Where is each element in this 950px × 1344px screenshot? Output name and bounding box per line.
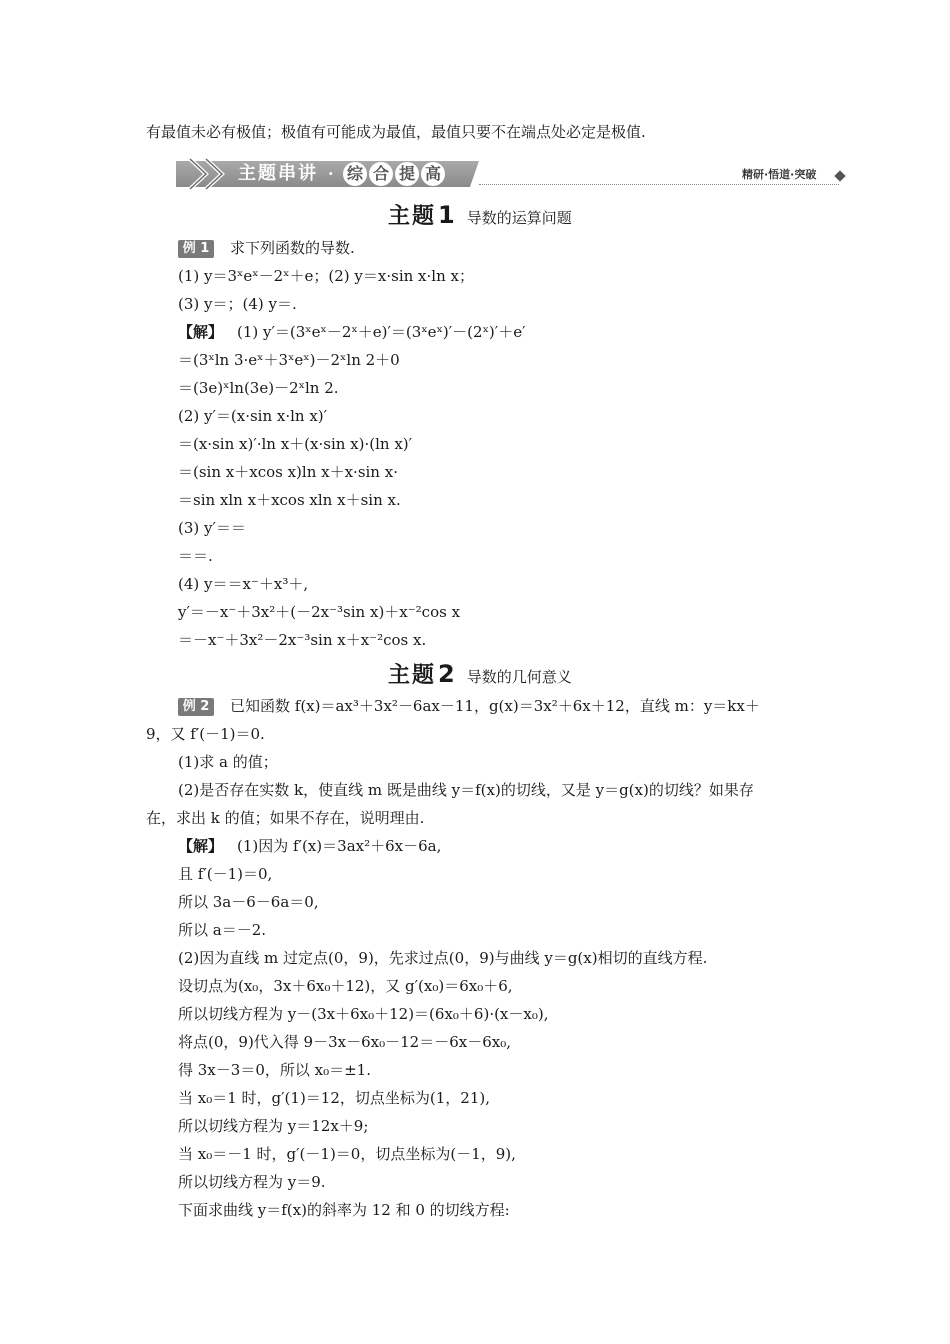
solution-line [178, 322, 525, 342]
banner-separator: · [328, 164, 334, 183]
text-line: 所以 3a－6－6a＝0, [178, 893, 319, 911]
example-badge: 例 1 [178, 240, 214, 258]
text-line: ＝(x·sin x)′·ln x＋(x·sin x)·(ln x)′ [178, 435, 413, 453]
solution-marker: 【解】 [178, 837, 224, 855]
text-line: (3) y＝；(4) y＝. [178, 295, 297, 313]
text-line: 在，求出 k 的值；如果不存在，说明理由. [146, 809, 425, 827]
text-line: 且 f′(－1)＝0, [178, 865, 273, 883]
banner-pill: 合 [369, 162, 393, 186]
banner-title: 主题串讲 [238, 163, 318, 184]
intro-paragraph: 有最值未必有极值；极值有可能成为最值，最值只要不在端点处必定是极值. [146, 123, 646, 141]
text-line: 下面求曲线 y＝f(x)的斜率为 12 和 0 的切线方程: [178, 1201, 510, 1219]
topic-description: 导数的几何意义 [466, 668, 572, 686]
text-line: (4) y＝＝x⁻＋x³＋, [178, 575, 309, 593]
text-line: 当 x₀＝－1 时，g′(－1)＝0，切点坐标为(－1，9), [178, 1145, 516, 1163]
text-line: (2) y′＝(x·sin x·ln x)′ [178, 407, 328, 425]
text-line: (2)因为直线 m 过定点(0，9)，先求过点(0，9)与曲线 y＝g(x)相切的直线方程. [178, 949, 708, 967]
diamond-icon [834, 170, 845, 181]
example-text: 求下列函数的导数. [230, 239, 355, 257]
banner-subtitle [343, 162, 445, 186]
text-line: (3) y′＝＝ [178, 519, 246, 537]
text-line: 所以 a＝－2. [178, 921, 267, 939]
topic-2-heading [388, 658, 572, 689]
example-text: 已知函数 f(x)＝ax³＋3x²－6ax－11，g(x)＝3x²＋6x＋12，直线 m：y＝kx＋ [230, 697, 760, 715]
text-line: (1) y＝3ˣeˣ－2ˣ＋e；(2) y＝x·sin x·ln x； [178, 267, 474, 285]
text-line: ＝(3ˣln 3·eˣ＋3ˣeˣ)－2ˣln 2＋0 [178, 351, 400, 369]
example-badge: 例 2 [178, 698, 214, 716]
text-line: 9，又 f′(－1)＝0. [146, 725, 265, 743]
text-line: y′＝－x⁻＋3x²＋(－2x⁻³sin x)＋x⁻²cos x [178, 603, 461, 621]
topic-number: 1 [438, 201, 455, 229]
solution-line [178, 836, 441, 856]
text-line: ＝sin xln x＋xcos xln x＋sin x. [178, 491, 401, 509]
text-line: ＝－x⁻＋3x²－2x⁻³sin x＋x⁻²cos x. [178, 631, 427, 649]
topic-1-heading [388, 199, 572, 230]
text-line: 设切点为(x₀，3x＋6x₀＋12)，又 g′(x₀)＝6x₀＋6, [178, 977, 513, 995]
topic-number: 2 [438, 660, 455, 688]
topic-description: 导数的运算问题 [466, 209, 572, 227]
text-line: 所以切线方程为 y－(3x＋6x₀＋12)＝(6x₀＋6)·(x－x₀), [178, 1005, 549, 1023]
text-line: 得 3x－3＝0，所以 x₀＝±1. [178, 1061, 371, 1079]
text-line: ＝(3e)ˣln(3e)－2ˣln 2. [178, 379, 339, 397]
topic-label: 主题 [388, 663, 437, 688]
text-line: (1)求 a 的值； [178, 753, 278, 771]
solution-marker: 【解】 [178, 323, 224, 341]
banner-pill: 提 [395, 162, 419, 186]
section-banner [176, 157, 848, 191]
text-line: 将点(0，9)代入得 9－3x－6x₀－12＝－6x－6x₀, [178, 1033, 511, 1051]
text-line: (2)是否存在实数 k，使直线 m 既是曲线 y＝f(x)的切线，又是 y＝g(x)的切线？如果存 [178, 781, 754, 799]
banner-pill: 高 [421, 162, 445, 186]
example-2-prompt [178, 696, 760, 716]
chevron-right-icon [202, 157, 228, 191]
topic-label: 主题 [388, 204, 437, 229]
text-line: 所以切线方程为 y＝9. [178, 1173, 326, 1191]
text-line: 所以切线方程为 y＝12x＋9; [178, 1117, 369, 1135]
example-1-prompt [178, 238, 355, 258]
text-line: (1)因为 f′(x)＝3ax²＋6x－6a, [237, 837, 442, 855]
text-line: 当 x₀＝1 时，g′(1)＝12，切点坐标为(1，21), [178, 1089, 490, 1107]
banner-tagline: 精研·悟道·突破 [742, 168, 817, 181]
text-line: ＝＝. [178, 547, 213, 565]
banner-pill: 综 [343, 162, 367, 186]
text-line: ＝(sin x＋xcos x)ln x＋x·sin x· [178, 463, 398, 481]
text-line: (1) y′＝(3ˣeˣ－2ˣ＋e)′＝(3ˣeˣ)′－(2ˣ)′＋e′ [237, 323, 526, 341]
banner-dotted-rule [479, 184, 839, 185]
